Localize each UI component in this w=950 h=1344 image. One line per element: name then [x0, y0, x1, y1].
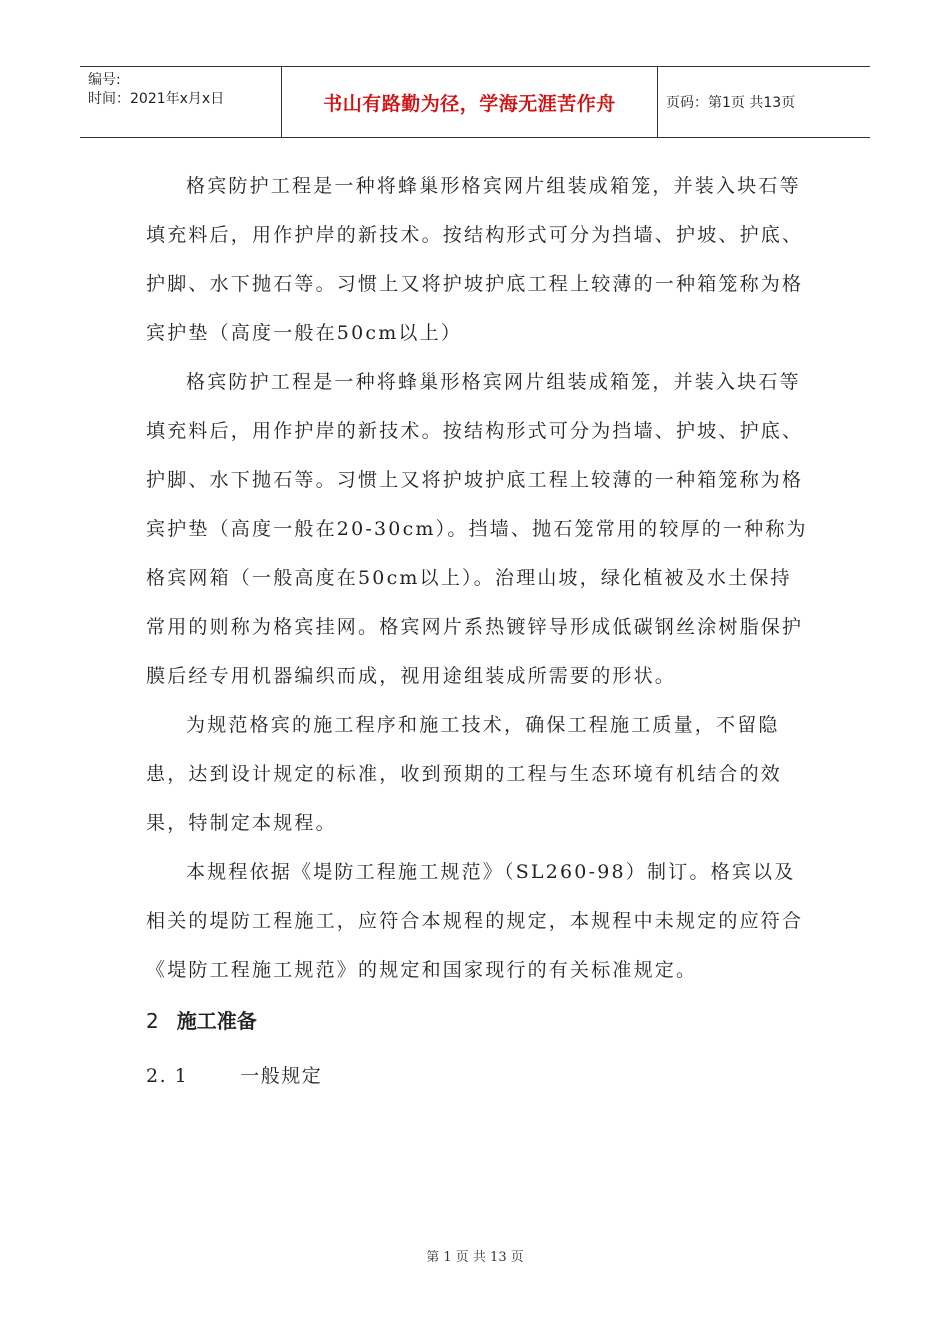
section-heading — [146, 995, 810, 1047]
subsection-title: 一般规定 — [240, 1065, 323, 1087]
page-footer: 第 1 页 共 13 页 — [426, 1250, 524, 1265]
time-label: 时间：2021年x月x日 — [88, 91, 225, 107]
body-paragraph: 为规范格宾的施工程序和施工技术，确保工程施工质量，不留隐患，达到设计规定的标准，收到预期的工程与生态环境有机结合的效果，特制定本规程。 — [146, 714, 783, 834]
body-paragraph: 本规程依据《堤防工程施工规范》（SL260-98）制订。格宾以及相关的堤防工程施工，应符合本规程的规定，本规程中未规定的应符合《堤防工程施工规范》的规定和国家现行的有关标准规定。 — [146, 861, 804, 981]
body-paragraph: 格宾防护工程是一种将蜂巢形格宾网片组装成箱笼，并装入块石等填充料后，用作护岸的新技术。按结构形式可分为挡墙、护坡、护底、护脚、水下抛石等。习惯上又将护坡护底工程上较薄的一种箱笼称为格宾护垫（高度一般在50cm以上） — [146, 175, 804, 344]
header-meta — [80, 67, 282, 137]
subsection-number: 2. 1 — [146, 1065, 189, 1087]
document-body — [146, 162, 810, 1105]
section-title: 施工准备 — [176, 1009, 257, 1033]
header-page-label: 页码：第1页 共13页 — [666, 95, 796, 111]
serial-label: 编号: — [88, 72, 121, 88]
body-paragraph: 格宾防护工程是一种将蜂巢形格宾网片组装成箱笼，并装入块石等填充料后，用作护岸的新技术。按结构形式可分为挡墙、护坡、护底、护脚、水下抛石等。习惯上又将护坡护底工程上较薄的一种箱笼称为格宾护垫（高度一般在20-30cm）。挡墙、抛石笼常用的较厚的一种称为格宾网箱（一般高度在50cm以上）。治理山坡，绿化植被及水土保持常用的则称为格宾挂网。格宾网片系热镀锌导形成低碳钢丝涂树脂保护膜后经专用机器编织而成，视用途组装成所需要的形状。 — [146, 371, 808, 687]
subsection-heading — [146, 1047, 810, 1105]
section-number: 2 — [146, 1009, 159, 1033]
header-motto: 书山有路勤为径，学海无涯苦作舟 — [282, 67, 658, 137]
page-header — [80, 66, 870, 138]
